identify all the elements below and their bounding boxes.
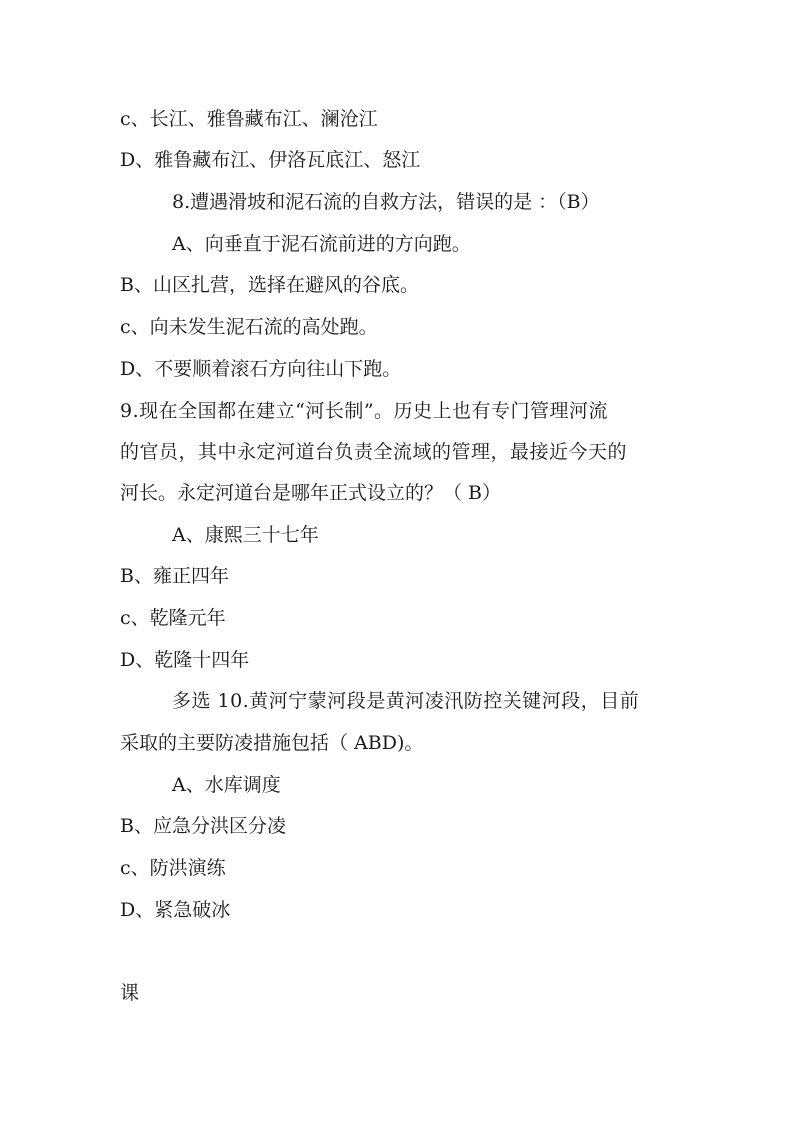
q9-option-b: B、雍正四年 — [120, 565, 229, 587]
q8-question: 8.遭遇滑坡和泥石流的自救方法，错误的是 ：（B） — [172, 191, 600, 213]
q8-option-a: A、向垂直于泥石流前进的方向跑。 — [172, 233, 471, 255]
q9-question-line-3: 河长。永定河道台是哪年正式设立的？（ B） — [120, 482, 502, 504]
q10-option-c: c、防洪演练 — [120, 857, 226, 879]
q10-option-d: D、紧急破冰 — [120, 899, 231, 921]
section-heading: 课 — [120, 982, 140, 1004]
q8-option-d: D、不要顺着滚石方向往山下跑。 — [120, 358, 402, 380]
q9-question-line-1: 9.现在全国都在建立“河长制”。历史上也有专门管理河流 — [120, 400, 609, 422]
q10-question-line-2: 采取的主要防凌措施包括（ ABD)。 — [120, 732, 424, 754]
q9-question-line-2: 的官员，其中永定河道台负责全流域的管理，最接近今天的 — [120, 441, 628, 463]
q7-option-c: c、长江、雅鲁藏布江、澜沧江 — [120, 108, 378, 130]
q8-option-c: c、向未发生泥石流的高处跑。 — [120, 316, 378, 338]
q8-option-b: B、山区扎营，选择在避风的谷底。 — [120, 274, 419, 296]
q10-question-line-1: 多选 10.黄河宁蒙河段是黄河凌汛防控关键河段，目前 — [172, 690, 640, 712]
q10-option-b: B、应急分洪区分凌 — [120, 815, 286, 837]
q9-option-c: c、乾隆元年 — [120, 607, 226, 629]
q7-option-d: D、雅鲁藏布江、伊洛瓦底江、怒江 — [120, 149, 421, 171]
q10-option-a: A、水库调度 — [172, 774, 281, 796]
q9-option-a: A、康熙三十七年 — [172, 524, 319, 546]
q9-option-d: D、乾隆十四年 — [120, 649, 250, 671]
